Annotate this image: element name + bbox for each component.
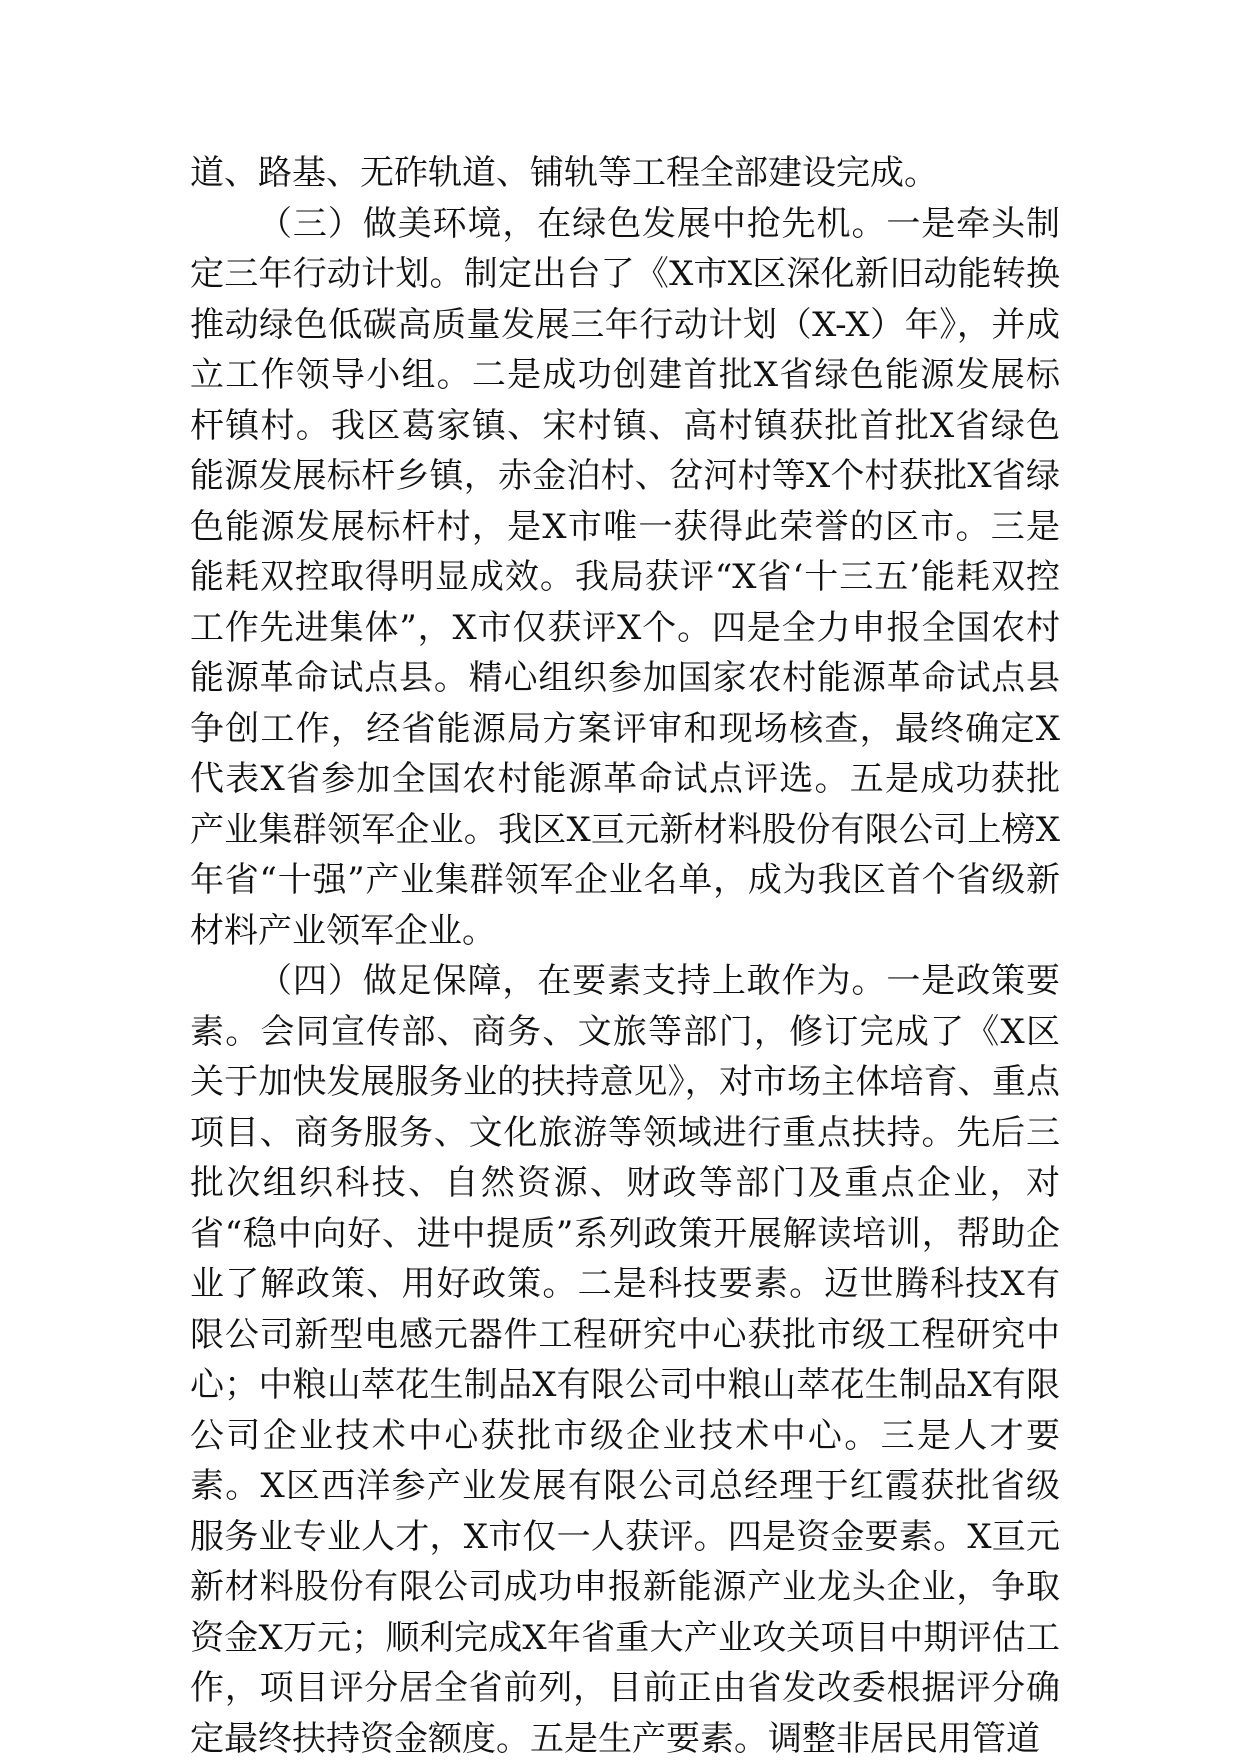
document-body [190, 148, 1060, 1764]
paragraph-continuation: 道、路基、无砟轨道、铺轨等工程全部建设完成。 [190, 153, 938, 193]
paragraph-section-four: （四）做足保障，在要素支持上敢作为。一是政策要素。会同宣传部、商务、文旅等部门，修订完成了《X区关于加快发展服务业的扶持意见》，对市场主体培育、重点项目、商务服务、文化旅游等领域进行重点扶持。先后三批次组织科技、自然资源、财政等部门及重点企业，对省“稳中向好、进中提质”系列政策开展解读培训，帮助企业了解政策、用好政策。二是科技要素。迈世腾科技X有限公司新型电感元器件工程研究中心获批市级工程研究中心；中粮山萃花生制品X有限公司中粮山萃花生制品X有限公司企业技术中心获批市级企业技术中心。三是人才要素。X区西洋参产业发展有限公司总经理于红霞获批省级服务业专业人才，X市仅一人获评。四是资金要素。X亘元新材料股份有限公司成功申报新能源产业龙头企业，争取资金X万元；顺利完成X年省重大产业攻关项目中期评估工作，项目评分居全省前列，目前正由省发改委根据评分确定最终扶持资金额度。五是生产要素。调整非居民用管道 [190, 961, 1060, 1759]
paragraph-section-three: （三）做美环境，在绿色发展中抢先机。一是牵头制定三年行动计划。制定出台了《X市X区深化新旧动能转换推动绿色低碳高质量发展三年行动计划（X-X）年》，并成立工作领导小组。二是成功创建首批X省绿色能源发展标杆镇村。我区葛家镇、宋村镇、高村镇获批首批X省绿色能源发展标杆乡镇，赤金泊村、岔河村等X个村获批X省绿色能源发展标杆村，是X市唯一获得此荣誉的区市。三是能耗双控取得明显成效。我局获评“X省‘十三五’能耗双控工作先进集体”，X市仅获评X个。四是全力申报全国农村能源革命试点县。精心组织参加国家农村能源革命试点县争创工作，经省能源局方案评审和现场核查，最终确定X代表X省参加全国农村能源革命试点评选。五是成功获批产业集群领军企业。我区X亘元新材料股份有限公司上榜X年省“十强”产业集群领军企业名单，成为我区首个省级新材料产业领军企业。 [190, 203, 1060, 951]
